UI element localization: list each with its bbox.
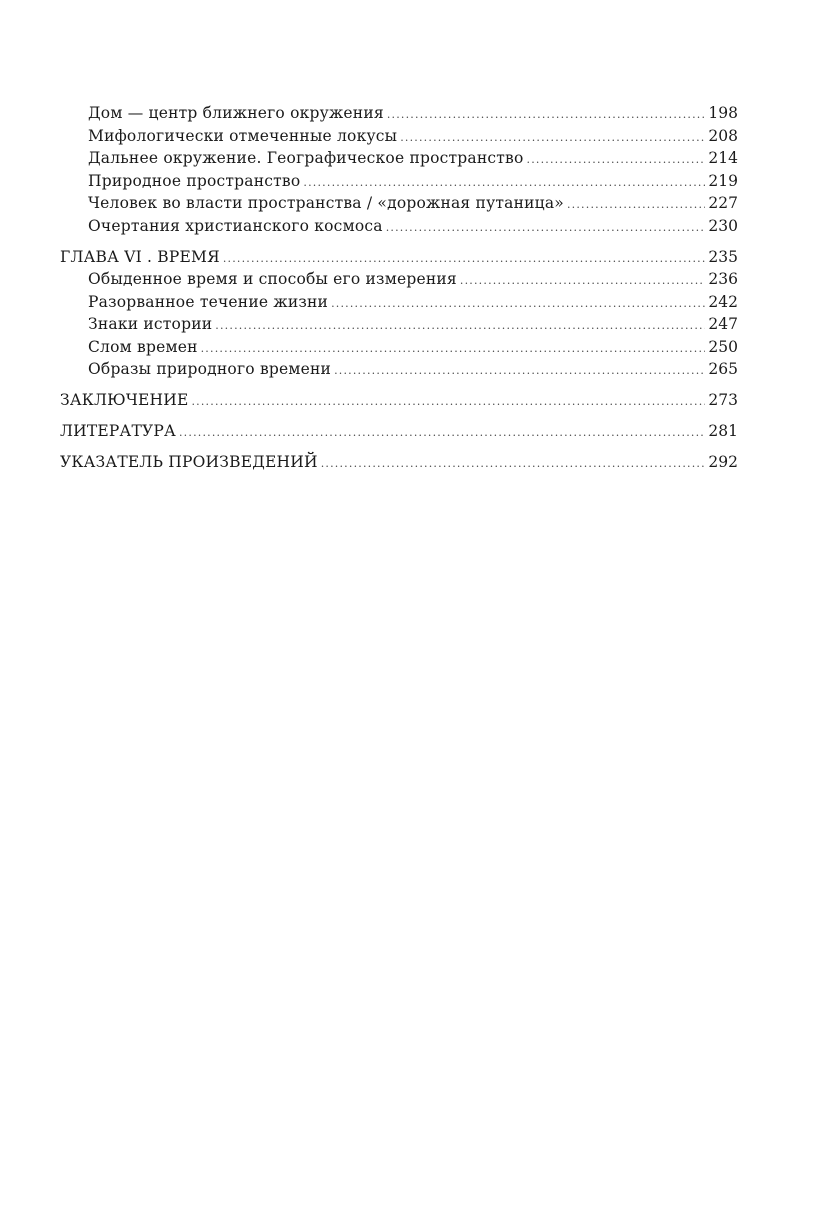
toc-entry [60,313,738,336]
toc-entry-page: 219 [708,171,738,190]
toc-entry [60,102,738,125]
toc-leader-dots [387,104,705,125]
toc-leader-dots [460,270,705,291]
toc-entry-title: Человек во власти пространства / «дорожная путаница» [88,194,564,212]
toc-leader-dots [567,194,705,215]
toc-entry [60,336,738,359]
toc-leader-dots [527,149,706,170]
toc-entry [60,215,738,238]
toc-entry-title: Природное пространство [88,171,301,190]
toc-chapter-entry [60,246,738,269]
toc-leader-dots [201,338,705,359]
toc-leader-dots [223,248,705,269]
toc-leader-dots [400,127,705,148]
toc-entry-title: Образы природного времени [88,360,332,378]
toc-entry-page: 214 [708,149,738,167]
toc-leader-dots [179,422,705,443]
toc-entry-title: Знаки истории [88,315,213,333]
toc-entry-page: 281 [708,422,738,440]
toc-entry-title: Очертания христианского космоса [88,216,383,235]
table-of-contents [60,102,738,474]
toc-entry-title: Обыденное время и способы его измерения [88,270,457,288]
toc-entry-page: 292 [708,453,738,471]
toc-entry-page: 236 [708,270,738,288]
toc-entry [60,358,738,381]
toc-entry-title: ГЛАВА VI . ВРЕМЯ [60,247,220,266]
toc-entry-page: 250 [708,337,738,356]
toc-entry-title: Слом времен [88,337,198,356]
toc-entry-title: Разорванное течение жизни [88,292,329,311]
toc-entry-title: Дом — центр ближнего окружения [88,104,384,122]
toc-leader-dots [334,360,705,381]
toc-entry-page: 247 [708,315,738,333]
toc-entry-page: 227 [708,194,738,212]
toc-entry [60,147,738,170]
toc-entry [60,291,738,314]
toc-leader-dots [386,217,705,238]
toc-chapter-entry [60,420,738,443]
toc-entry-page: 198 [708,104,738,122]
toc-entry-page: 208 [708,126,738,145]
toc-leader-dots [191,391,705,412]
toc-entry-title: ЛИТЕРАТУРА [60,422,176,440]
toc-entry-page: 230 [708,216,738,235]
toc-entry-page: 273 [708,391,738,409]
toc-entry-page: 265 [708,360,738,378]
toc-entry-title: Дальнее окружение. Географическое пространство [88,149,524,167]
toc-chapter-entry [60,389,738,412]
toc-chapter-entry [60,451,738,474]
toc-entry [60,192,738,215]
toc-leader-dots [215,315,705,336]
toc-entry [60,170,738,193]
toc-leader-dots [303,172,705,193]
toc-entry [60,125,738,148]
toc-leader-dots [321,453,705,474]
toc-entry-title: Мифологически отмеченные локусы [88,126,398,145]
toc-entry-title: УКАЗАТЕЛЬ ПРОИЗВЕДЕНИЙ [60,453,318,471]
toc-entry-title: ЗАКЛЮЧЕНИЕ [60,391,189,409]
toc-entry-page: 242 [708,292,738,311]
toc-leader-dots [331,293,705,314]
toc-entry-page: 235 [708,247,738,266]
toc-entry [60,268,738,291]
